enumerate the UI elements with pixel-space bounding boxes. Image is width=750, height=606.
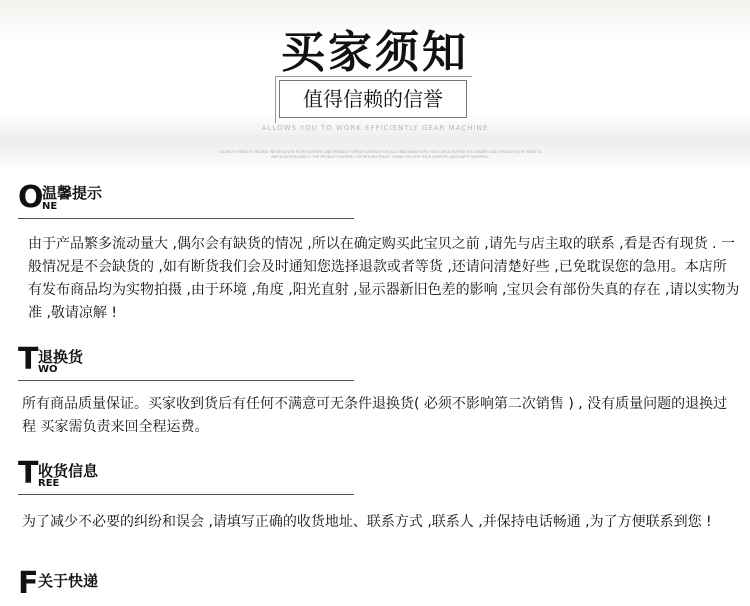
subtitle-box: 值得信赖的信誉 — [279, 80, 467, 118]
page-title: 买家须知 — [281, 27, 469, 78]
section-heading-four — [18, 566, 358, 606]
section-letter: T — [18, 456, 39, 491]
section-divider — [18, 218, 354, 219]
section-letter: F — [18, 566, 39, 601]
section-title: 退换货 — [38, 348, 84, 366]
section-body-two: 所有商品质量保证。买家收到货后有任何不满意可无条件退换货( 必须不影响第二次销售 ) , 没有质量问题的退换过程 买家需负责来回全程运费。 — [22, 396, 728, 435]
section-title: 温馨提示 — [42, 184, 103, 202]
tagline: ALLOWS YOU TO WORK EFFICIENTLY GEAR MACHINE — [261, 124, 489, 132]
section-body-one: 由于产品繁多流动量大 ,偶尔会有缺货的情况 ,所以在确定购买此宝贝之前 ,请先与店主取的联系 ,看是否有现货 . 一般情况是不会缺货的 ,如有断货我们会及时通知您选择退款或者等货 ,还请问清楚好些 ,已免耽误您的急用。本店所有发布商品均为实物拍摄 ,由于环境 ,角度 ,阳光直射 ,显示器新旧色差的影响 ,宝贝会有部份失真的存在 ,请以实物为准 ,敬请凉解 ! — [28, 236, 740, 321]
section-heading-one — [18, 180, 358, 220]
section-letter: O — [18, 180, 44, 215]
section-body-three: 为了减少不必要的纠纷和误会 ,请填写正确的收货地址、联系方式 ,联系人 ,并保持电话畅通 ,为了方便联系到您 ! — [22, 514, 712, 530]
section-divider — [18, 494, 354, 495]
section-title: 关于快递 — [38, 572, 99, 590]
section-letter: T — [18, 342, 39, 377]
section-heading-three — [18, 456, 358, 496]
section-title: 收货信息 — [38, 462, 99, 480]
fine-print: CLEAR IT TERMS TO REVIEW INFORMATION YOUR CONTENT AND PRODUCT SPECIFICATIONS FOR ALL ITEMS MAKE SURE YOU CHECK BEFORE YOU ORDER AND CONTACT US IF THERE IS ANY QUESTION ABOUT THE PRODUCT SHIPPING OR RETURN POLICY THANK YOU FOR YOUR SUPPORT AND HAPPY SHOPPING — [218, 150, 542, 159]
section-word-rest: WO — [38, 364, 58, 375]
section-word-rest: NE — [42, 201, 58, 212]
section-divider — [18, 380, 354, 381]
section-heading-two — [18, 342, 358, 382]
section-word-rest: REE — [38, 478, 60, 489]
